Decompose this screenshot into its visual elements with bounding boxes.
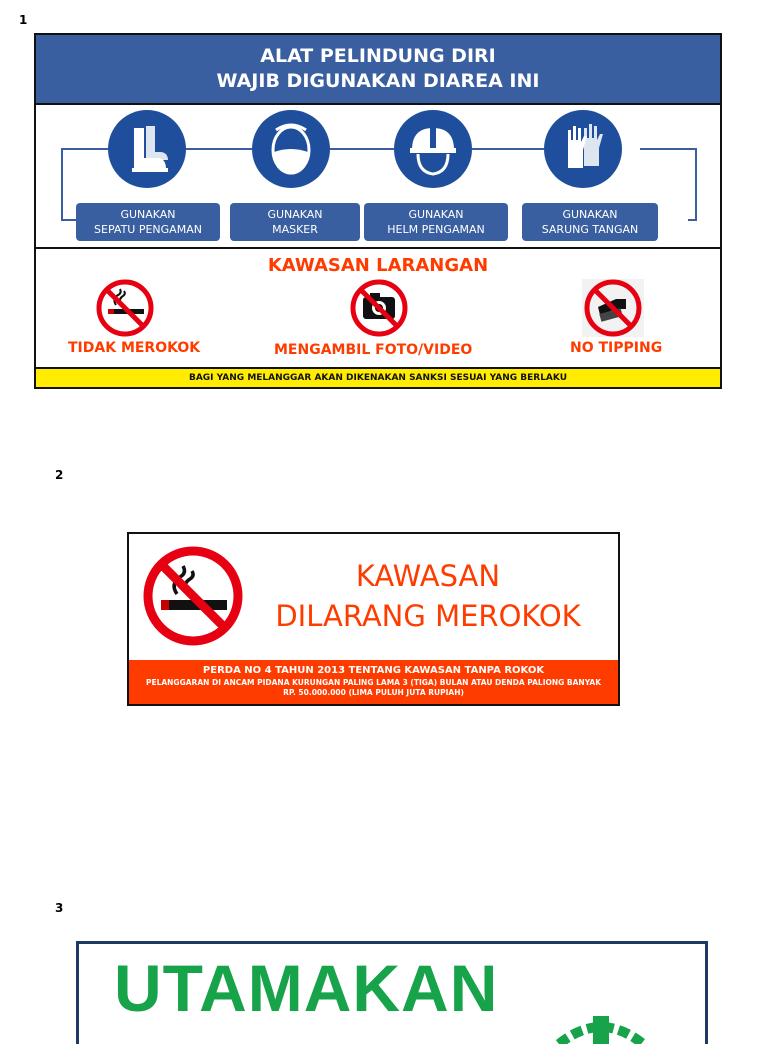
ppe-sign — [34, 33, 722, 389]
no-camera-icon — [348, 279, 410, 337]
no-smoking-title-line2: DILARANG MEROKOK — [275, 599, 581, 633]
regulation-line3: RP. 50.000.000 (LIMA PULUH JUTA RUPIAH) — [283, 688, 464, 697]
ppe-label-line1: GUNAKAN — [267, 208, 323, 221]
ppe-label-line1: GUNAKAN — [120, 208, 176, 221]
k3-emblem-icon — [551, 1004, 651, 1044]
ppe-header-line1: ALAT PELINDUNG DIRI — [260, 45, 496, 67]
safety-first-sign — [76, 941, 708, 1044]
restriction-title: KAWASAN LARANGAN — [267, 255, 489, 276]
no-tipping-icon — [582, 279, 644, 337]
safety-first-title: UTAMAKAN — [114, 951, 499, 1025]
gloves-icon — [544, 110, 622, 188]
ppe-label-line2: SARUNG TANGAN — [541, 223, 639, 236]
safety-boots-icon — [108, 110, 186, 188]
regulation-line2: PELANGGARAN DI ANCAM PIDANA KURUNGAN PALING LAMA 3 (TIGA) BULAN ATAU DENDA PALIONG BANYAK — [145, 678, 602, 687]
section-number-1: 1 — [19, 13, 28, 27]
no-smoking-sign — [127, 532, 620, 706]
no-smoking-icon — [94, 279, 156, 337]
sanction-footer: BAGI YANG MELANGGAR AKAN DIKENAKAN SANKSI SESUAI YANG BERLAKU — [36, 367, 720, 387]
ppe-label-boots — [76, 203, 220, 241]
no-smoking-title — [253, 556, 603, 636]
ppe-label-mask — [230, 203, 360, 241]
restriction-label-tipping: NO TIPPING — [570, 340, 663, 356]
restriction-label-smoking: TIDAK MEROKOK — [68, 340, 201, 356]
section-number-3: 3 — [55, 901, 64, 915]
regulation-bar — [129, 660, 618, 704]
safety-helmet-icon — [394, 110, 472, 188]
section-divider — [36, 247, 720, 249]
ppe-label-line1: GUNAKAN — [562, 208, 618, 221]
ppe-label-line2: MASKER — [272, 223, 318, 236]
restriction-label-camera: MENGAMBIL FOTO/VIDEO — [274, 342, 473, 358]
ppe-section — [36, 105, 720, 247]
ppe-label-line2: HELM PENGAMAN — [387, 223, 485, 236]
ppe-header-line2: WAJIB DIGUNAKAN DIAREA INI — [216, 70, 540, 92]
ppe-label-line2: SEPATU PENGAMAN — [94, 223, 202, 236]
regulation-line1: PERDA NO 4 TAHUN 2013 TENTANG KAWASAN TANPA ROKOK — [202, 665, 545, 676]
ppe-sign-header — [36, 35, 720, 105]
face-mask-icon — [252, 110, 330, 188]
ppe-label-line1: GUNAKAN — [408, 208, 464, 221]
ppe-label-helmet — [364, 203, 508, 241]
no-smoking-title-line1: KAWASAN — [355, 559, 501, 593]
no-smoking-icon — [141, 544, 245, 648]
section-number-2: 2 — [55, 468, 64, 482]
ppe-label-gloves — [522, 203, 658, 241]
